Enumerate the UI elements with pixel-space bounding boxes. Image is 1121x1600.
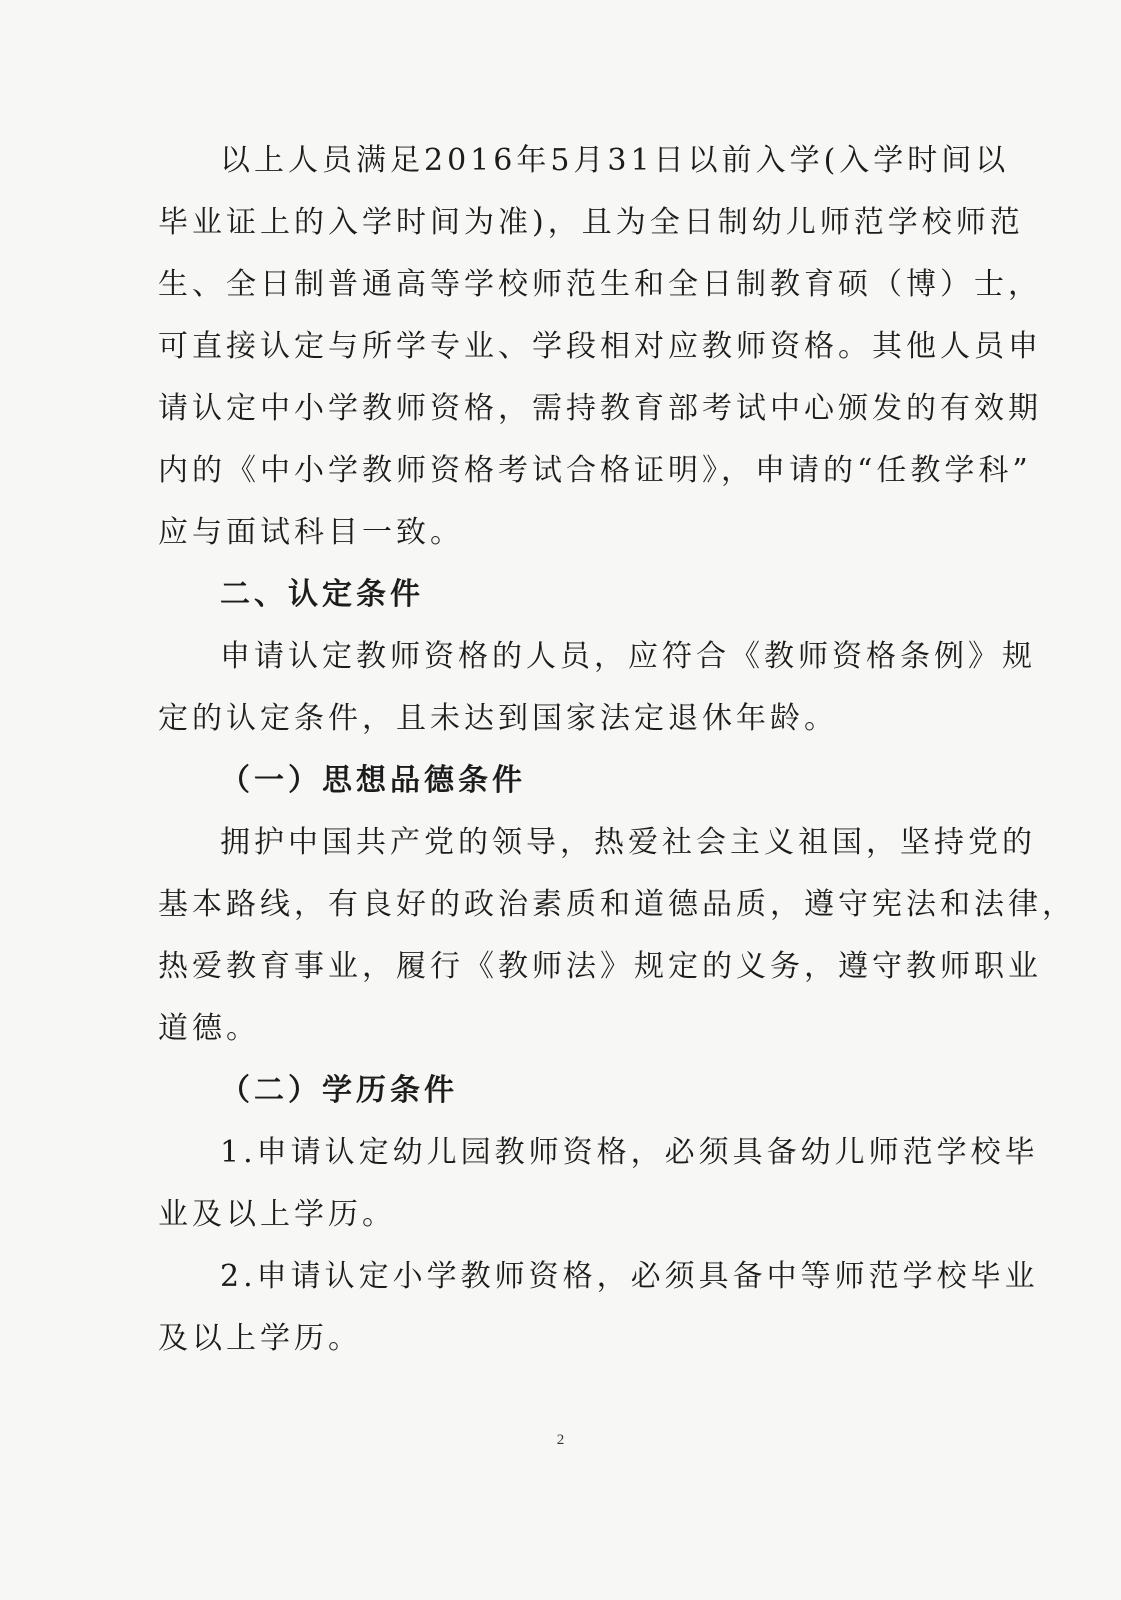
section-heading-conditions: 二、认定条件 [220,577,424,612]
subheading-education-conditions: （二）学历条件 [220,1073,458,1108]
text-line: 拥护中国共产党的领导，热爱社会主义祖国，坚持党的 [220,825,1036,860]
subheading-moral-conditions: （一）思想品德条件 [220,763,526,798]
text-line: 业及以上学历。 [158,1197,396,1232]
paragraph-moral-conditions [158,812,1076,1060]
paragraph-kindergarten-requirement [158,1122,1039,1246]
text-line: 1.申请认定幼儿园教师资格，必须具备幼儿师范学校毕 [220,1135,1039,1170]
document-body [158,130,1076,1370]
page-number: 2 [556,1432,565,1448]
text-line: 2.申请认定小学教师资格，必须具备中等师范学校毕业 [220,1259,1039,1294]
text-line: 以上人员满足2016年5月31日以前入学(入学时间以 [220,143,1010,178]
paragraph-conditions-intro [158,626,1036,750]
paragraph-eligibility [158,130,1042,564]
text-line: 请认定中小学教师资格，需持教育部考试中心颁发的有效期 [158,391,1042,426]
text-line: 生、全日制普通高等学校师范生和全日制教育硕（博）士， [158,267,1042,302]
text-line: 毕业证上的入学时间为准)，且为全日制幼儿师范学校师范 [158,205,1024,240]
text-line: 基本路线，有良好的政治素质和道德品质，遵守宪法和法律， [158,887,1076,922]
text-line: 可直接认定与所学专业、学段相对应教师资格。其他人员申 [158,329,1042,364]
text-line: 热爱教育事业，履行《教师法》规定的义务，遵守教师职业 [158,949,1042,984]
text-line: 道德。 [158,1011,260,1046]
paragraph-primary-requirement [158,1246,1039,1370]
text-line: 应与面试科目一致。 [158,515,464,550]
text-line: 申请认定教师资格的人员，应符合《教师资格条例》规 [220,639,1036,674]
text-line: 内的《中小学教师资格考试合格证明》，申请的“任教学科” [158,453,1032,488]
text-line: 定的认定条件，且未达到国家法定退休年龄。 [158,701,838,736]
text-line: 及以上学历。 [158,1321,362,1356]
